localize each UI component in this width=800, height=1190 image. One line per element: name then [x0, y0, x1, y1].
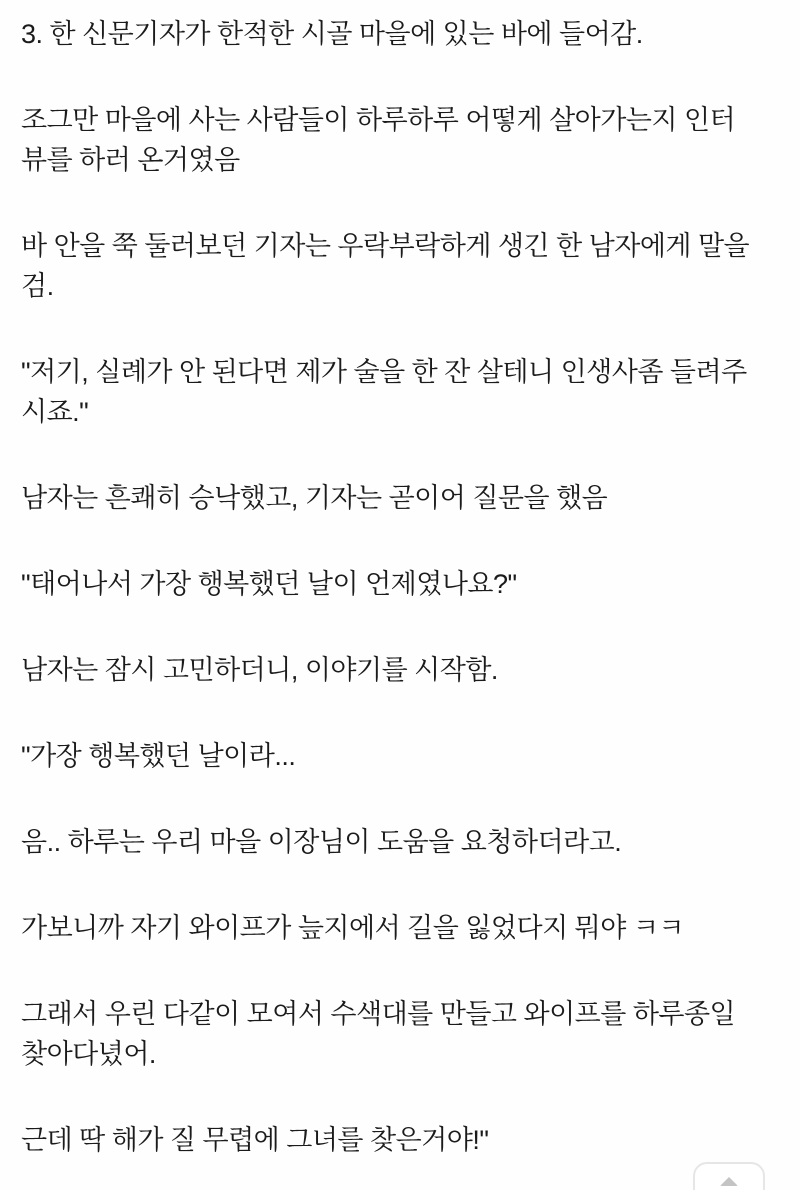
chevron-up-icon	[720, 1177, 738, 1186]
scroll-to-top-button[interactable]	[693, 1162, 765, 1190]
text-line: 찾아다녔어.	[21, 1039, 156, 1069]
paragraph-3	[21, 226, 780, 306]
paragraph-9	[21, 822, 780, 862]
text-line: 3. 한 신문기자가 한적한 시골 마을에 있는 바에 들어감.	[21, 19, 643, 49]
paragraph-1	[21, 14, 780, 54]
text-line: 남자는 흔쾌히 승낙했고, 기자는 곧이어 질문을 했음	[21, 483, 608, 513]
text-line: 시죠."	[21, 397, 89, 427]
paragraph-4	[21, 352, 780, 432]
text-line: 근데 딱 해가 질 무렵에 그녀를 찾은거야!"	[21, 1125, 489, 1155]
text-line: 조그만 마을에 사는 사람들이 하루하루 어떻게 살아가는지 인터	[21, 105, 736, 135]
text-line: "태어나서 가장 행복했던 날이 언제였나요?"	[21, 569, 517, 599]
text-line: 남자는 잠시 고민하더니, 이야기를 시작함.	[21, 655, 498, 685]
text-line: 음.. 하루는 우리 마을 이장님이 도움을 요청하더라고.	[21, 827, 622, 857]
paragraph-6	[21, 564, 780, 604]
paragraph-11	[21, 994, 780, 1074]
paragraph-2	[21, 100, 780, 180]
text-line: "저기, 실례가 안 된다면 제가 술을 한 잔 살테니 인생사좀 들려주	[21, 357, 747, 387]
text-line: 가보니까 자기 와이프가 늪지에서 길을 잃었다지 뭐야 ㅋㅋ	[21, 913, 684, 943]
text-line: "가장 행복했던 날이라...	[21, 741, 296, 771]
text-line: 검.	[21, 271, 54, 301]
paragraph-7	[21, 650, 780, 690]
text-line: 뷰를 하러 온거였음	[21, 145, 240, 175]
paragraph-10	[21, 908, 780, 948]
paragraph-8	[21, 736, 780, 776]
paragraph-5	[21, 478, 780, 518]
text-line: 그래서 우린 다같이 모여서 수색대를 만들고 와이프를 하루종일	[21, 999, 736, 1029]
text-line: 바 안을 쭉 둘러보던 기자는 우락부락하게 생긴 한 남자에게 말을	[21, 231, 750, 261]
paragraph-12	[21, 1120, 780, 1160]
story-text	[21, 14, 780, 1190]
